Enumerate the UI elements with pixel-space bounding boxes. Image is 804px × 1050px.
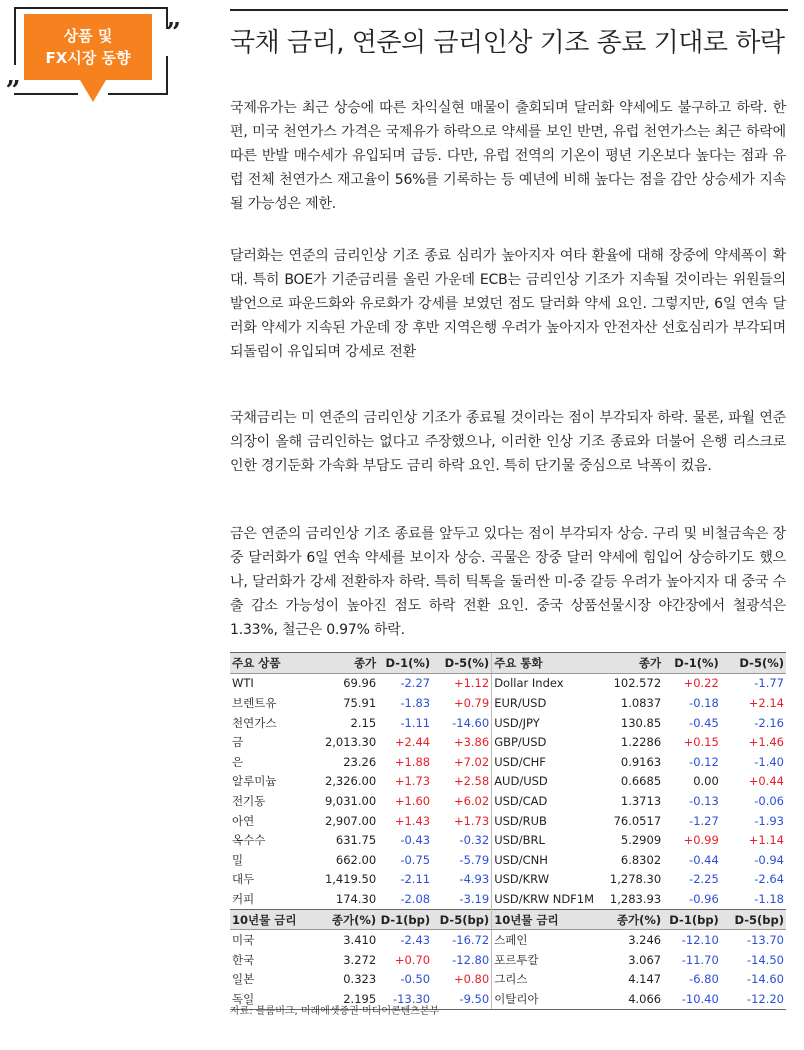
table-header-cell: 10년물 금리 <box>492 909 596 930</box>
table-row <box>230 970 786 990</box>
table-row <box>230 752 786 772</box>
table-row <box>230 850 786 870</box>
table-value-cell: 3.246 <box>628 933 662 948</box>
table-value-cell: -2.11 <box>400 872 431 887</box>
table-name-cell: WTI <box>232 676 254 691</box>
table-row <box>230 889 786 909</box>
table-name-cell: 알루미늄 <box>232 774 277 789</box>
table-header-cell: D-1(%) <box>663 653 721 674</box>
table-value-cell: -2.25 <box>689 872 719 887</box>
table-header-cell: 10년물 금리 <box>230 909 304 930</box>
table-value-cell: -0.06 <box>754 793 784 808</box>
table-value-cell: -1.11 <box>400 715 431 730</box>
table-name-cell: 한국 <box>232 952 255 967</box>
title-rule <box>230 9 788 11</box>
table-row <box>230 811 786 831</box>
table-value-cell: +0.15 <box>683 735 719 750</box>
table-name-cell: 천연가스 <box>232 715 277 730</box>
table-value-cell: +0.80 <box>453 972 490 987</box>
paragraph-oil: 국제유가는 최근 상승에 따른 차익실현 매물이 출회되며 달러화 약세에도 불구하고 하락. 한편, 미국 천연가스 가격은 국제유가 하락으로 약세를 보인 반면, 유럽 천연가스는 최근 하락에 따른 반발 매수세가 유입되며 급등. 다만, 유럽 전역의 기온이 평년 기온보다 높다는 점과 유럽 전체 천연가스 재고율이 56%를 기록하는 등 예년에 비해 높다는 점을 감안 상승세가 지속될 가능성은 제한. <box>230 100 786 212</box>
table-value-cell: 9,031.00 <box>324 793 377 808</box>
table-value-cell: 75.91 <box>343 695 377 710</box>
table-value-cell: -13.70 <box>746 933 784 948</box>
table-value-cell: -4.93 <box>459 872 490 887</box>
table-value-cell: -12.10 <box>681 933 719 948</box>
table-header-cell: D-1(%) <box>378 653 432 674</box>
table-value-cell: +6.02 <box>453 793 490 808</box>
table-name-cell: 밀 <box>232 852 244 867</box>
table-header-cell: 종가 <box>304 653 379 674</box>
table-value-cell: 2,013.30 <box>324 735 377 750</box>
table-row <box>230 950 786 970</box>
table-name-cell: 커피 <box>232 891 255 906</box>
table-value-cell: -0.96 <box>689 891 719 906</box>
table-name-cell: AUD/USD <box>492 772 596 792</box>
table-header-row <box>230 909 786 930</box>
table-value-cell: 2,326.00 <box>324 774 377 789</box>
table-value-cell: 2,907.00 <box>324 813 377 828</box>
table-value-cell: -0.13 <box>689 793 719 808</box>
table-value-cell: -10.40 <box>663 989 721 1009</box>
table-value-cell: 1,283.93 <box>609 891 662 906</box>
paragraph-dollar: 달러화는 연준의 금리인상 기조 종료 심리가 높아지자 여타 환율에 대해 장중에 약세폭이 확대. 특히 BOE가 기준금리를 올린 가운데 ECB는 금리인상 기조가 지속될 것이라는 위원들의 발언으로 파운드화와 유로화가 강세를 보였던 점도 달러화 약세 요인. 그렇지만, 6일 연속 달러화 약세가 지속된 가운데 장 후반 지역은행 우려가 높아지자 안전자산 선호심리가 부각되며 되돌림이 유입되며 강세로 전환 <box>230 248 786 360</box>
table-value-cell: +3.86 <box>453 735 490 750</box>
table-name-cell: USD/CAD <box>492 791 596 811</box>
market-table <box>230 652 786 1010</box>
table-value-cell: -0.44 <box>689 852 719 867</box>
table-value-cell: -0.94 <box>754 852 784 867</box>
table-value-cell: +1.88 <box>394 754 431 769</box>
table-value-cell: -2.08 <box>400 891 431 906</box>
table-row <box>230 791 786 811</box>
badge-tail <box>80 80 106 102</box>
table-name-cell: USD/CNH <box>492 850 596 870</box>
table-value-cell: +0.79 <box>453 695 490 710</box>
table-name-cell: 독일 <box>230 989 304 1009</box>
table-value-cell: -1.77 <box>754 676 784 691</box>
table-value-cell: +2.58 <box>453 774 490 789</box>
table-value-cell: -0.75 <box>400 852 431 867</box>
table-row <box>230 693 786 713</box>
table-header-cell: D-1(bp) <box>378 909 432 930</box>
table-row <box>230 732 786 752</box>
table-row <box>230 772 786 792</box>
table-value-cell: 6.8302 <box>620 852 662 867</box>
table-value-cell: 3.067 <box>628 952 662 967</box>
table-value-cell: -5.79 <box>459 852 490 867</box>
table-name-cell: 미국 <box>232 933 255 948</box>
table-header-cell: 종가(%) <box>304 909 379 930</box>
table-value-cell: -1.93 <box>754 813 784 828</box>
table-value-cell: 1.2286 <box>620 735 662 750</box>
table-value-cell: -0.50 <box>400 972 431 987</box>
table-name-cell: 전기동 <box>232 793 266 808</box>
table-value-cell: +0.70 <box>394 952 431 967</box>
table-value-cell: +2.14 <box>748 695 784 710</box>
table-value-cell: +1.12 <box>453 676 490 691</box>
table-value-cell: +1.46 <box>748 735 784 750</box>
table-name-cell: GBP/USD <box>492 732 596 752</box>
table-value-cell: -0.12 <box>689 754 719 769</box>
page-title: 국채 금리, 연준의 금리인상 기조 종료 기대로 하락 <box>230 28 785 58</box>
table-name-cell: USD/JPY <box>492 713 596 733</box>
table-name-cell: USD/KRW NDF1M <box>492 889 596 909</box>
table-value-cell: 2.195 <box>304 989 379 1009</box>
table-value-cell: -1.40 <box>754 754 784 769</box>
table-name-cell: 옥수수 <box>232 833 266 848</box>
table-value-cell: 662.00 <box>335 852 377 867</box>
table-header-cell: D-5(bp) <box>432 909 492 930</box>
table-value-cell: 2.15 <box>350 715 377 730</box>
table-value-cell: 1.0837 <box>620 695 662 710</box>
table-value-cell: 631.75 <box>335 833 377 848</box>
table-value-cell: -1.83 <box>400 695 431 710</box>
table-header-cell: D-5(bp) <box>721 909 786 930</box>
table-row <box>230 673 786 693</box>
table-value-cell: 76.0517 <box>613 813 662 828</box>
table-value-cell: -1.27 <box>689 813 719 828</box>
table-value-cell: -14.60 <box>452 715 490 730</box>
table-value-cell: -2.27 <box>400 676 431 691</box>
table-value-cell: +0.22 <box>683 676 719 691</box>
source-note: 자료: 블룸버그, 미래에셋증권 미디어콘텐츠본부 <box>230 1006 440 1017</box>
table-value-cell: 23.26 <box>343 754 377 769</box>
table-name-cell: 아연 <box>232 813 255 828</box>
badge-frame-bottom-left <box>14 93 78 95</box>
table-value-cell: +7.02 <box>453 754 490 769</box>
table-value-cell: 174.30 <box>335 891 377 906</box>
badge-frame-bottom-right <box>108 93 168 95</box>
table-value-cell: 69.96 <box>343 676 377 691</box>
table-value-cell: -2.43 <box>400 933 431 948</box>
table-value-cell: -0.43 <box>400 833 431 848</box>
table-name-cell: 브렌트유 <box>232 695 277 710</box>
open-quote-mark: „ <box>6 61 21 91</box>
close-quote-mark: ” <box>166 18 181 48</box>
table-header-cell: 종가(%) <box>596 909 663 930</box>
table-header-cell: D-1(bp) <box>663 909 721 930</box>
table-value-cell: +1.43 <box>394 813 431 828</box>
table-value-cell: 3.410 <box>343 933 377 948</box>
table-value-cell: -0.32 <box>459 833 490 848</box>
table-row <box>230 713 786 733</box>
table-value-cell: 130.85 <box>620 715 662 730</box>
table-name-cell: 금 <box>232 735 244 750</box>
table-value-cell: 1,419.50 <box>324 872 377 887</box>
table-value-cell: +1.14 <box>748 833 784 848</box>
table-value-cell: -3.19 <box>459 891 490 906</box>
table-value-cell: -2.64 <box>754 872 784 887</box>
badge-frame-top <box>14 7 168 9</box>
table-value-cell: -12.80 <box>452 952 490 967</box>
table-value-cell: -6.80 <box>689 972 719 987</box>
table-name-cell: 스페인 <box>492 930 596 950</box>
table-name-cell: 은 <box>232 754 244 769</box>
table-value-cell: -14.50 <box>746 952 784 967</box>
table-name-cell: 포르투칼 <box>492 950 596 970</box>
badge-line-2: FX시장 동향 <box>45 49 131 67</box>
table-value-cell: 3.272 <box>343 952 377 967</box>
table-value-cell: -2.16 <box>754 715 784 730</box>
table-name-cell: USD/CHF <box>492 752 596 772</box>
table-value-cell: -0.18 <box>689 695 719 710</box>
table-value-cell: -14.60 <box>746 972 784 987</box>
table-value-cell: +0.44 <box>748 774 784 789</box>
table-value-cell: 1,278.30 <box>609 872 662 887</box>
table-value-cell: 0.9163 <box>620 754 662 769</box>
table-value-cell: 102.572 <box>613 676 662 691</box>
table-header-cell: 주요 통화 <box>492 653 596 674</box>
table-value-cell: 0.323 <box>343 972 377 987</box>
badge-line-1: 상품 및 <box>63 27 113 45</box>
table-name-cell: 그리스 <box>492 970 596 990</box>
table-value-cell: 4.066 <box>596 989 663 1009</box>
table-value-cell: -13.30 <box>378 989 432 1009</box>
table-name-cell: 일본 <box>232 972 255 987</box>
table-value-cell: +0.99 <box>683 833 719 848</box>
table-value-cell: 0.00 <box>693 774 719 789</box>
table-value-cell: 1.3713 <box>620 793 662 808</box>
table-header-cell: 주요 상품 <box>230 653 304 674</box>
table-value-cell: -12.20 <box>721 989 786 1009</box>
table-name-cell: EUR/USD <box>492 693 596 713</box>
table-value-cell: -0.45 <box>689 715 719 730</box>
table-name-cell: 이탈리아 <box>492 989 596 1009</box>
table-value-cell: +1.73 <box>394 774 431 789</box>
table-header-cell: D-5(%) <box>721 653 786 674</box>
table-row <box>230 830 786 850</box>
table-name-cell: USD/BRL <box>492 830 596 850</box>
table-value-cell: +1.60 <box>394 793 431 808</box>
table-value-cell: -9.50 <box>432 989 492 1009</box>
table-value-cell: -11.70 <box>681 952 719 967</box>
section-badge <box>24 14 152 80</box>
table-row <box>230 870 786 890</box>
table-value-cell: +2.44 <box>394 735 431 750</box>
table-row <box>230 930 786 950</box>
table-value-cell: -1.18 <box>754 891 784 906</box>
table-name-cell: USD/KRW <box>492 870 596 890</box>
table-value-cell: 4.147 <box>628 972 662 987</box>
table-name-cell: 대두 <box>232 872 255 887</box>
paragraph-commodities: 금은 연준의 금리인상 기조 종료를 앞두고 있다는 점이 부각되자 상승. 구리 및 비철금속은 장중 달러화가 6일 연속 약세를 보이자 상승. 곡물은 장중 달러 약세에 힘입어 상승하기도 했으나, 달러화가 강세 전환하자 하락. 특히 틱톡을 둘러싼 미-중 갈등 우려가 높아지자 대 중국 수출 감소 가능성이 높아진 점도 하락 전환 요인. 중국 상품선물시장 야간장에서 철광석은 1.33%, 철근은 0.97% 하락. <box>230 526 786 638</box>
badge-frame-left <box>14 7 16 65</box>
table-value-cell: 0.6685 <box>620 774 662 789</box>
badge-frame-right-lower <box>166 56 168 95</box>
table-header-cell: 종가 <box>596 653 663 674</box>
table-header-cell: D-5(%) <box>432 653 492 674</box>
table-value-cell: -16.72 <box>452 933 490 948</box>
table-value-cell: +1.73 <box>453 813 490 828</box>
table-header-row <box>230 653 786 674</box>
table-value-cell: 5.2909 <box>620 833 662 848</box>
paragraph-bonds: 국채금리는 미 연준의 금리인상 기조가 종료될 것이라는 점이 부각되자 하락. 물론, 파월 연준의장이 올해 금리인하는 없다고 주장했으나, 이러한 인상 기조 종료와 더불어 은행 리스크로 인한 경기둔화 가속화 부담도 금리 하락 요인. 특히 단기물 중심으로 낙폭이 컸음. <box>230 410 786 474</box>
table-name-cell: Dollar Index <box>492 673 596 693</box>
table-name-cell: USD/RUB <box>492 811 596 831</box>
